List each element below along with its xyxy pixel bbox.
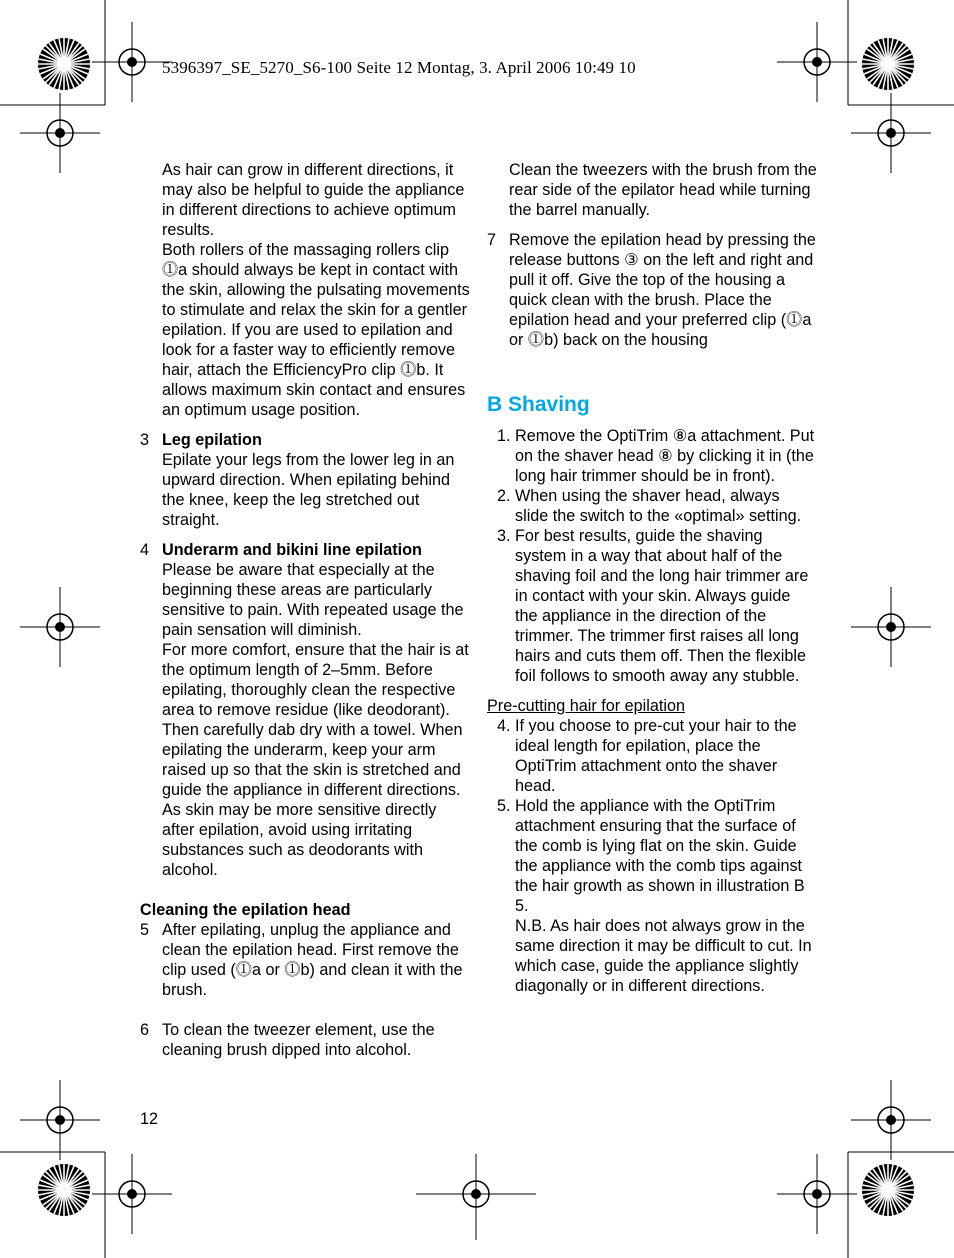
list-text: Hold the appliance with the OptiTrim attachment ensuring that the surface of the comb is lying flat on the skin. Guide the appliance with the comb tips against the hair growth as shown in illustration B 5. xyxy=(515,797,805,915)
shaving-steps xyxy=(487,426,817,686)
step-title: Leg epilation xyxy=(162,431,262,449)
step-title: Underarm and bikini line epilation xyxy=(162,541,422,559)
step-paragraph: For more comfort, ensure that the hair is at the optimum length of 2–5mm. Before epilating, thoroughly clean the respective area to remove residue (like deodorant). Then carefully dab dry with a towel. When epilating the underarm, keep your arm raised up so that the skin is stretched and guide the appliance in different directions. xyxy=(162,641,469,799)
list-text: If you choose to pre-cut your hair to the ideal length for epilation, place the OptiTrim attachment onto the shaver head. xyxy=(515,717,797,795)
list-item xyxy=(487,796,817,996)
precut-steps xyxy=(487,716,817,996)
intro-paragraph-1: As hair can grow in different directions, it may also be helpful to guide the appliance in different directions to achieve optimum results. xyxy=(162,161,465,239)
list-item xyxy=(487,526,817,686)
list-item xyxy=(487,486,817,526)
step-text: Epilate your legs from the lower leg in an upward direction. When epilating behind the knee, keep the leg stretched out straight. xyxy=(162,451,455,529)
step-5 xyxy=(140,920,470,1000)
step-paragraph: Please be aware that especially at the beginning these areas are particularly sensitive to pain. With repeated usage the pain sensation will diminish. xyxy=(162,561,464,639)
intro-paragraph-2: Both rollers of the massaging rollers clip ⓵a should always be kept in contact with the skin, allowing the pulsating movements to stimulate and relax the skin for a gentler epilation. If you are used to epilation and look for a faster way to efficiently remove hair, attach the EfficiencyPro clip ⓵b. It allows maximum skin contact and ensures an optimum usage position. xyxy=(162,241,470,419)
continuation-paragraph: Clean the tweezers with the brush from the rear side of the epilator head while turning the barrel manually. xyxy=(509,161,817,219)
step-text: To clean the tweezer element, use the cleaning brush dipped into alcohol. xyxy=(162,1021,435,1059)
right-column xyxy=(487,160,817,996)
step-text: Remove the epilation head by pressing the release buttons ③ on the left and right and pull it off. Give the top of the housing a quick clean with the brush. Place the epilation head and your preferred clip (⓵a or ⓵b) back on the housing xyxy=(509,231,816,349)
step-number: 5 xyxy=(140,921,150,939)
step-7 xyxy=(487,230,817,350)
list-item xyxy=(487,716,817,796)
precut-heading: Pre-cutting hair for epilation xyxy=(487,697,685,715)
cleaning-heading: Cleaning the epilation head xyxy=(140,901,351,919)
step-6 xyxy=(140,1020,470,1060)
list-text: For best results, guide the shaving system in a way that about half of the shaving foil and the long hair trimmer are in contact with your skin. Always guide the appliance in the direction of the trimmer. The trimmer first raises all long hairs and cuts them off. Then the flexible foil follows to smooth away any stubble. xyxy=(515,527,809,685)
list-text: When using the shaver head, always slide the switch to the «optimal» setting. xyxy=(515,487,802,525)
list-number: 3. xyxy=(497,527,511,545)
left-column xyxy=(140,160,470,1060)
list-number: 1. xyxy=(497,427,511,445)
section-title: B Shaving xyxy=(487,393,590,416)
step-number: 6 xyxy=(140,1021,150,1039)
page-number: 12 xyxy=(140,1110,159,1128)
list-item xyxy=(487,426,817,486)
print-slug: 5396397_SE_5270_S6-100 Seite 12 Montag, 3. April 2006 10:49 10 xyxy=(162,58,636,77)
nb-note: N.B. As hair does not always grow in the same direction it may be difficult to cut. In which case, guide the appliance slightly diagonally or in different directions. xyxy=(515,917,812,995)
list-number: 5. xyxy=(497,797,511,815)
list-text: Remove the OptiTrim ⑧a attachment. Put on the shaver head ⑧ by clicking it in (the long hair trimmer should be in front). xyxy=(515,427,815,485)
list-number: 2. xyxy=(497,487,511,505)
list-number: 4. xyxy=(497,717,511,735)
step-number: 3 xyxy=(140,431,150,449)
step-4 xyxy=(140,540,470,880)
step-text: After epilating, unplug the appliance and clean the epilation head. First remove the clip used (⓵a or ⓵b) and clean it with the brush. xyxy=(162,921,463,999)
step-3 xyxy=(140,430,470,530)
step-paragraph: As skin may be more sensitive directly after epilation, avoid using irritating substances such as deodorants with alcohol. xyxy=(162,801,437,879)
step-number: 7 xyxy=(487,231,497,249)
step-number: 4 xyxy=(140,541,150,559)
